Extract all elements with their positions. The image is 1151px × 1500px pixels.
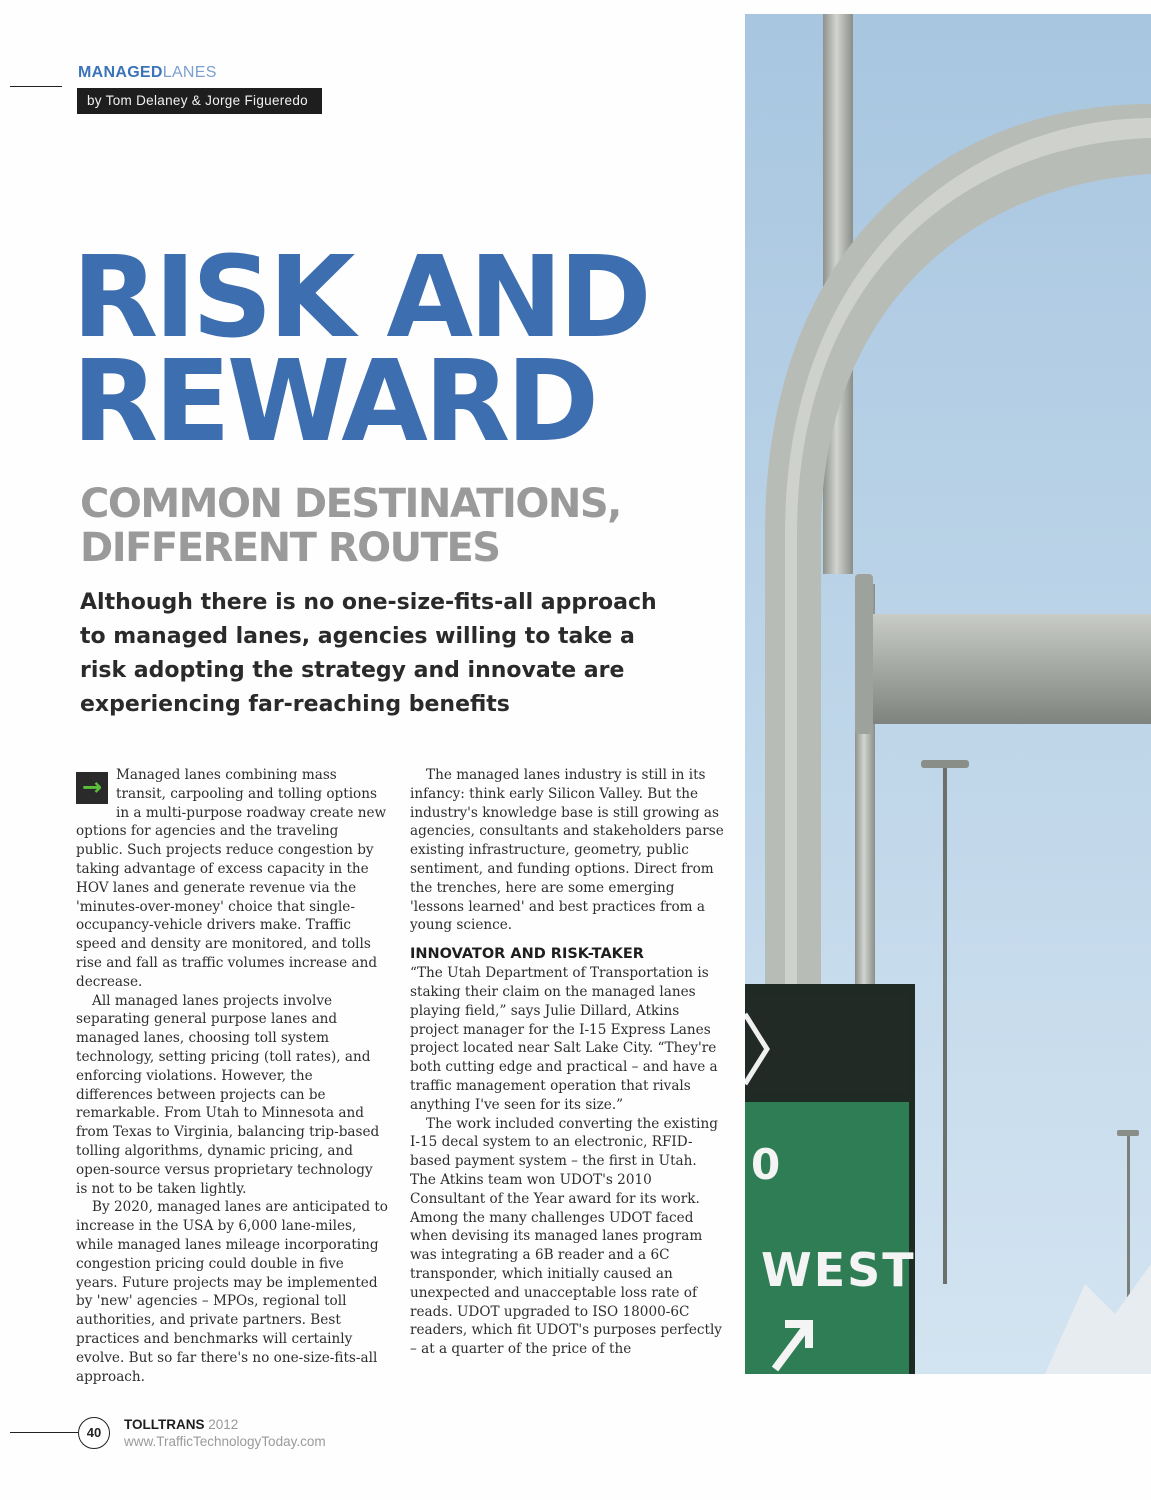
publication-year: 2012 <box>208 1417 239 1432</box>
green-arrow-icon: → <box>76 772 108 804</box>
horizontal-pipe <box>863 614 1151 724</box>
section-label-light: LANES <box>162 64 217 81</box>
section-rule <box>10 86 62 87</box>
body-column-1 <box>76 766 388 1386</box>
sign-dark-panel <box>745 994 909 1094</box>
subhead <box>80 482 621 570</box>
headline-line-1: RISK AND <box>72 233 648 363</box>
section-heading: INNOVATOR AND RISK-TAKER <box>410 946 644 963</box>
section-label-bold: MANAGED <box>78 64 163 81</box>
body-paragraph: “The Utah Department of Transportation is staking their claim on the managed lanes playing field,” says Julie Dillard, Atkins project manager for the I-15 Express Lanes project located near Salt Lake City. “They're both cutting edge and practical – and have a traffic management operation that rivals anything I've seen for its size.” <box>410 965 718 1113</box>
publication-name: TOLLTRANS <box>124 1417 205 1432</box>
headline <box>72 233 648 467</box>
distant-light-fixture <box>1117 1130 1139 1136</box>
pipe-flange <box>855 574 873 734</box>
subhead-line-1: COMMON DESTINATIONS, <box>80 481 621 527</box>
body-paragraph: By 2020, managed lanes are anticipated to increase in the USA by 6,000 lane-miles, while managed lanes mileage incorporating congestion pricing could double in five years. Future projects may be implemented by 'new' agencies – MPOs, regional toll authorities, and private partners. Best practices and benchmarks will certainly evolve. But so far there's no one-size-fits-all approach. <box>76 1199 388 1385</box>
publication-info <box>124 1416 326 1450</box>
sign-number: 0 <box>751 1140 781 1189</box>
gantry-photo-illustration <box>745 14 1151 1374</box>
sign-word: WEST <box>761 1243 916 1297</box>
subhead-line-2: DIFFERENT ROUTES <box>80 525 500 571</box>
headline-line-2: REWARD <box>72 337 596 467</box>
byline: by Tom Delaney & Jorge Figueredo <box>77 88 322 114</box>
footer-rule <box>10 1432 78 1433</box>
section-label <box>78 64 217 82</box>
feature-photo <box>745 14 1151 1374</box>
standfirst: Although there is no one-size-fits-all approach to managed lanes, agencies willing to take a risk adopting the strategy and innovate are experiencing far-reaching benefits <box>80 590 657 717</box>
body-paragraph: The work included converting the existing I-15 decal system to an electronic, RFID-based payment system – the first in Utah. The Atkins team won UDOT's 2010 Consultant of the Year award for its work. Among the many challenges UDOT faced when devising its managed lanes program was integrating a 6B reader and a 6C transponder, which initially caused an unexpected and unacceptable loss rate of reads. UDOT upgraded to ISO 18000-6C readers, which fit UDOT's purposes perfectly – at a quarter of the price of the <box>410 1115 722 1358</box>
body-paragraph: All managed lanes projects involve separating general purpose lanes and managed lanes, choosing toll system technology, setting pricing (toll rates), and enforcing violations. However, the differences between projects can be remarkable. From Utah to Minnesota and from Texas to Virginia, balancing trip-based tolling algorithms, dynamic pricing, and open-source versus proprietary technology is not to be taken lightly. <box>76 992 380 1197</box>
light-fixture <box>921 760 969 768</box>
body-column-2 <box>410 766 725 1359</box>
page-number: 40 <box>78 1417 110 1449</box>
body-paragraph: Managed lanes combining mass transit, carpooling and tolling options in a multi-purpose roadway create new options for agencies and the traveling public. Such projects reduce congestion by taking advantage of excess capacity in the HOV lanes and generate revenue via the 'minutes-over-money' choice that single-occupancy-vehicle drivers make. Traffic speed and density are monitored, and tolls rise and fall as traffic volumes increase and decrease. <box>76 767 387 990</box>
publication-url: www.TrafficTechnologyToday.com <box>124 1434 326 1449</box>
light-pole <box>943 764 947 1284</box>
body-paragraph: The managed lanes industry is still in its infancy: think early Silicon Valley. But the industry's knowledge base is still growing as agencies, consultants and stakeholders parse existing infrastructure, geometry, public sentiment, and funding options. Direct from the trenches, here are some emerging 'lessons learned' and best practices from a young science. <box>410 767 724 934</box>
